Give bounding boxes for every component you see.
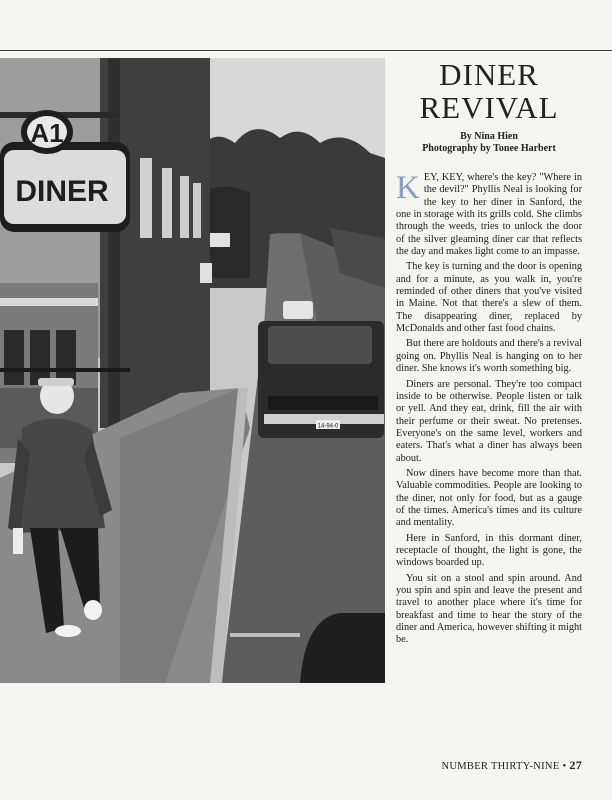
paragraph-2: The key is turning and the door is opening and for a minute, as you walk in, you're reminded of other diners that you've visited in Maine. Not that there's a slew of them. The disappearing diner, replaced by McDonalds and other fast food chains. [396,261,582,335]
footer-bullet: • [562,761,567,772]
article-title [396,58,582,124]
paragraph-3: But there are holdouts and there's a revival going on. Phyllis Neal is hanging on to her diner. She knows it's worth something big. [396,338,582,375]
article-text-column [396,58,582,650]
paragraph-1-text: EY, KEY, where's the key? "Where in the devil?" Phyllis Neal is looking for the key to her diner in Sanford, the one in storage with its grills cold. She climbs through the weeds, tries to unlock the door of the silver gleaming diner car that reflects the day and makes light come to an impasse. [396,172,582,258]
paragraph-4: Diners are personal. They're too compact inside to be otherwise. People listen or talk or yell. And they eat, drink, fill the air with their perfume or their sweat. No pretenses. Everyone's on the same level, workers and eaters. That's what a diner has always been about. [396,378,582,464]
title-line-2: REVIVAL [419,90,559,125]
article-photo [0,58,385,683]
paragraph-5: Now diners have become more than that. Valuable commodities. People are looking to the diner, not only for food, but as a gauge of the times. America's times and its culture and mentality. [396,467,582,529]
drop-cap: K [396,170,420,206]
page-number: 27 [569,758,582,772]
byline-author: By Nina Hien [460,131,518,142]
sign-diner: DINER [15,175,109,208]
paragraph-6: Here in Sanford, in this dormant diner, receptacle of thought, the light is gone, the windows boarded up. [396,532,582,569]
sign-a1: A1 [30,118,64,148]
issue-label: NUMBER THIRTY-NINE [441,761,560,772]
paragraph-1 [396,172,582,258]
title-line-1: DINER [439,57,539,92]
top-rule [0,50,612,51]
byline [396,131,582,155]
article-body [396,172,582,647]
page-footer [442,758,583,773]
license-plate: 14-94-0 [317,423,339,430]
paragraph-7: You sit on a stool and spin around. And you spin and spin and leave the present and travel to another place where it's time for breakfast and time to hear the story of the diner and America, however shifting it might be. [396,572,582,646]
byline-photographer: Photography by Tonee Harbert [422,143,556,154]
